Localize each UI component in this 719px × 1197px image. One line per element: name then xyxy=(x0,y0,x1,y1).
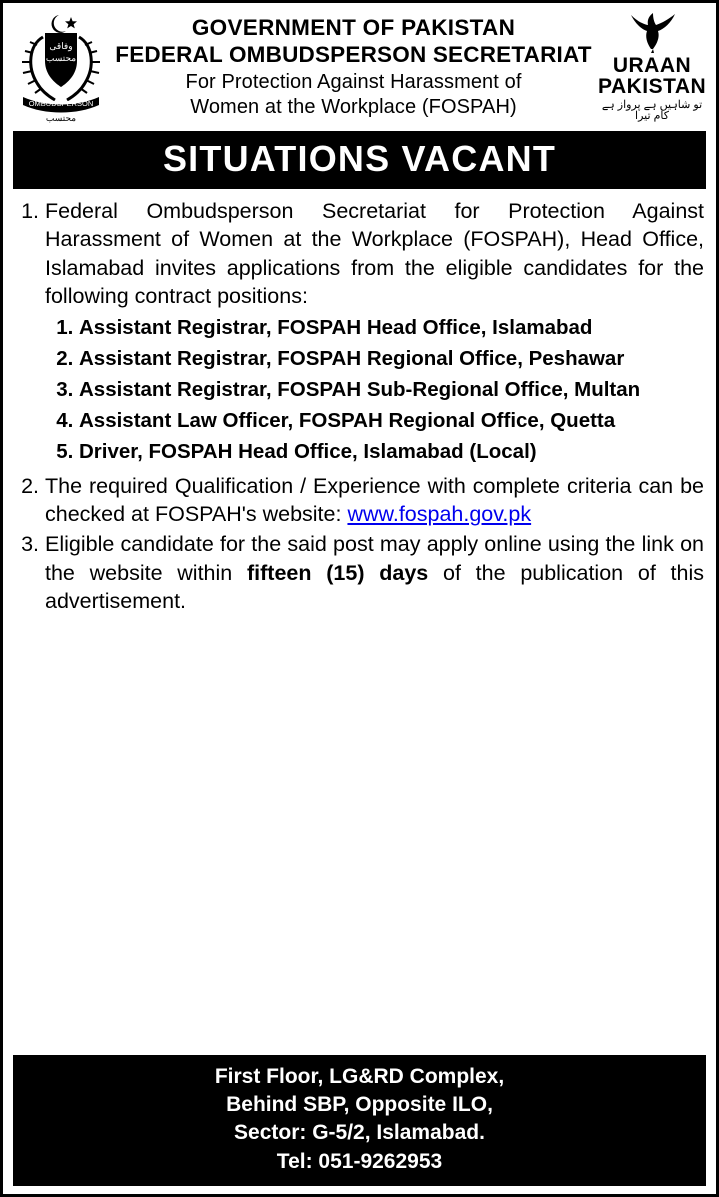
positions-list xyxy=(45,315,704,466)
clause-1 xyxy=(45,197,704,466)
svg-text:محتسب: محتسب xyxy=(45,113,77,123)
clause-2-text: The required Qualification / Experience with complete criteria can be checked at FOSPAH's website: xyxy=(45,473,704,527)
crest-caption: OMBUDSPERSON xyxy=(28,99,94,108)
government-crest xyxy=(13,11,109,123)
advertisement-body xyxy=(3,197,716,616)
secretariat-line: FEDERAL OMBUDSPERSON SECRETARIAT xyxy=(115,41,592,67)
position-item: 2. Assistant Registrar, FOSPAH Regional Office, Peshawar xyxy=(79,346,704,372)
clause-3-emphasis: fifteen (15) days xyxy=(247,560,429,585)
uraan-line-2: PAKISTAN xyxy=(598,74,707,98)
header-title-block xyxy=(109,15,598,118)
address-line-1: First Floor, LG&RD Complex, xyxy=(214,1064,505,1088)
address-line-2: Behind SBP, Opposite ILO, xyxy=(226,1092,493,1116)
position-item: 5. Driver, FOSPAH Head Office, Islamabad (Local) xyxy=(79,439,704,465)
position-item: 3. Assistant Registrar, FOSPAH Sub-Regional Office, Multan xyxy=(79,377,704,403)
falcon-icon xyxy=(598,13,706,53)
clause-3-text-part-1: Eligible candidate for the said post may apply online using the link on the website within xyxy=(45,532,704,585)
pakistan-emblem-icon xyxy=(15,11,107,123)
uraan-line-1: URAAN xyxy=(612,53,692,77)
address-line-3: Sector: G-5/2, Islamabad. xyxy=(234,1121,485,1145)
position-item: 1. Assistant Registrar, FOSPAH Head Office, Islamabad xyxy=(79,315,704,341)
subtitle-line-2: Women at the Workplace (FOSPAH) xyxy=(190,96,517,119)
clause-3-text-part-2: of the publication of this advertisement. xyxy=(45,560,704,614)
clause-2 xyxy=(45,472,704,529)
situations-vacant-banner: SITUATIONS VACANT xyxy=(13,131,706,189)
clause-1-text: Federal Ombudsperson Secretariat for Protection Against Harassment of Women at the Workplace (FOSPAH), Head Office, Islamabad invites applications from the eligible candidates for the following contract positions: xyxy=(45,199,704,309)
uraan-urdu-tagline: تو شاہیں ہے پرواز ہے کام تیرا xyxy=(601,98,703,122)
position-item: 4. Assistant Law Officer, FOSPAH Regional Office, Quetta xyxy=(79,408,704,434)
header xyxy=(3,3,716,127)
fospah-website-link[interactable]: www.fospah.gov.pk xyxy=(347,502,532,527)
svg-text:وفاقی: وفاقی xyxy=(49,41,73,51)
svg-text:محتسب: محتسب xyxy=(45,53,77,63)
subtitle-line-1: For Protection Against Harassment of xyxy=(185,70,522,93)
phone-line: Tel: 051-9262953 xyxy=(276,1149,443,1173)
government-line: GOVERNMENT OF PAKISTAN xyxy=(191,15,516,41)
clause-3 xyxy=(45,530,704,615)
pid-number: PID(I)4789/25 xyxy=(15,1160,134,1181)
main-numbered-list xyxy=(15,197,704,616)
uraan-pakistan-logo xyxy=(598,13,706,122)
